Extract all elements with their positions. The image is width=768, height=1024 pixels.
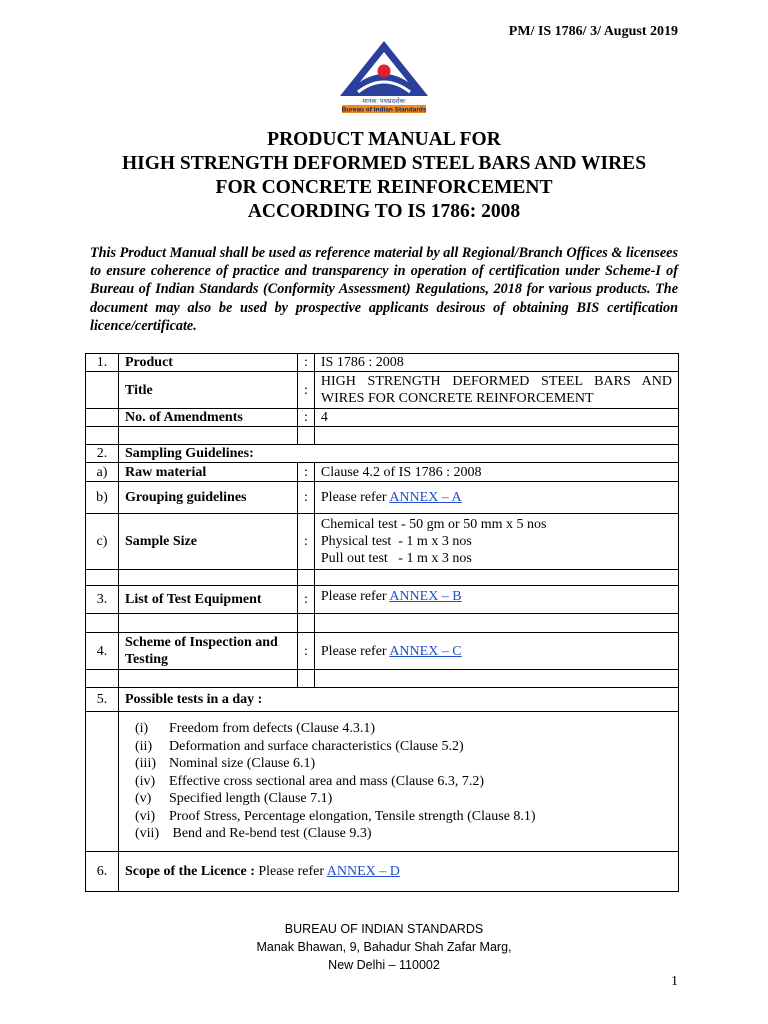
row-number: 2.: [86, 445, 119, 463]
row-number: a): [86, 463, 119, 482]
table-row: [86, 445, 679, 463]
test-text: Bend and Re-bend test (Clause 9.3): [169, 826, 372, 841]
test-text: Effective cross sectional area and mass (Clause 6.3, 7.2): [169, 773, 485, 789]
sample-line: Physical test - 1 m x 3 nos: [320, 534, 472, 549]
test-number: (v): [135, 791, 152, 806]
row-value: Please refer ANNEX – B: [314, 586, 678, 614]
test-number: (ii): [135, 738, 153, 754]
test-text: Deformation and surface characteristics (Clause 5.2): [169, 738, 464, 754]
row-number: 6.: [86, 851, 119, 891]
document-title: [0, 128, 768, 224]
tests-list: [125, 712, 672, 851]
test-text: Proof Stress, Percentage elongation, Tensile strength (Clause 8.1): [169, 808, 536, 824]
table-row: [86, 586, 679, 614]
spacer-row: [86, 614, 679, 633]
row-value: Scope of the Licence : Please refer ANNEX – D: [119, 851, 679, 891]
separator: :: [298, 586, 315, 614]
table-row: [86, 514, 679, 570]
test-text: Specified length (Clause 7.1): [169, 791, 333, 806]
row-label: Product: [119, 354, 298, 372]
separator: :: [298, 514, 315, 570]
row-value: 4: [314, 409, 678, 427]
table-row: [86, 633, 679, 670]
logo-hindi-text: मानक: पथप्रदर्शकः: [362, 98, 406, 105]
row-label: No. of Amendments: [119, 409, 298, 427]
separator: :: [298, 633, 315, 670]
product-table: [85, 353, 679, 892]
annex-c-link[interactable]: ANNEX – C: [389, 643, 462, 659]
test-item: [135, 808, 672, 826]
test-number: (vii): [135, 826, 160, 841]
test-item: [135, 790, 672, 808]
row-number: 4.: [86, 633, 119, 670]
table-row: [86, 463, 679, 482]
title-line: HIGH STRENGTH DEFORMED STEEL BARS AND WIRES: [121, 153, 647, 174]
separator: :: [298, 409, 315, 427]
row-value: Please refer ANNEX – A: [314, 482, 678, 514]
page-number: 1: [671, 974, 678, 989]
separator: :: [298, 354, 315, 372]
test-item: [135, 755, 672, 773]
separator: :: [298, 463, 315, 482]
separator: :: [298, 372, 315, 409]
test-number: (iii): [135, 756, 156, 771]
row-label: Scheme of Inspection and Testing: [119, 633, 298, 670]
section-heading: Possible tests in a day :: [119, 688, 679, 712]
spacer-row: [86, 670, 679, 688]
document-reference: PM/ IS 1786/ 3/ August 2019: [508, 24, 678, 39]
test-number: (iv): [135, 773, 156, 789]
row-label: Scope of the Licence :: [125, 863, 255, 879]
footer-street: Manak Bhawan, 9, Bahadur Shah Zafar Marg,: [256, 940, 512, 954]
row-value: [314, 514, 678, 570]
sample-line: Chemical test - 50 gm or 50 mm x 5 nos: [320, 517, 547, 532]
sample-line: Pull out test - 1 m x 3 nos: [320, 551, 472, 566]
row-number: c): [86, 514, 119, 570]
row-number: 1.: [86, 354, 119, 372]
row-label: Raw material: [119, 463, 298, 482]
test-number: (i): [135, 721, 149, 736]
separator: :: [298, 482, 315, 514]
row-number: 3.: [86, 586, 119, 614]
table-row: [86, 354, 679, 372]
row-label: Grouping guidelines: [119, 482, 298, 514]
test-text: Freedom from defects (Clause 4.3.1): [169, 721, 376, 736]
table-row: [86, 372, 679, 409]
table-row: [86, 482, 679, 514]
spacer-row: [86, 570, 679, 586]
tests-cell: [119, 712, 679, 852]
annex-b-link[interactable]: ANNEX – B: [389, 589, 462, 604]
row-label: List of Test Equipment: [119, 586, 298, 614]
test-item: [135, 773, 672, 791]
row-number: b): [86, 482, 119, 514]
bis-logo: [336, 38, 432, 114]
spacer-row: [86, 427, 679, 445]
test-item: [135, 825, 672, 843]
row-number: 5.: [86, 688, 119, 712]
intro-paragraph: This Product Manual shall be used as reference material by all Regional/Branch Offices & licensees to ensure coherence of practice and transparency in operation of certification under Scheme-I of Bureau of Indian Standards (Conformity Assessment) Regulations, 2018 for various products. The document may also be used by prospective applicants desirous of obtaining BIS certification licence/certificate.: [90, 245, 678, 334]
row-value: IS 1786 : 2008: [314, 354, 678, 372]
logo-english-text: Bureau of Indian Standards: [341, 106, 427, 114]
annex-d-link[interactable]: ANNEX – D: [326, 863, 400, 879]
row-label: Title: [119, 372, 298, 409]
row-label: Sample Size: [119, 514, 298, 570]
title-line: FOR CONCRETE REINFORCEMENT: [215, 177, 553, 198]
table-row: [86, 712, 679, 852]
row-value: HIGH STRENGTH DEFORMED STEEL BARS AND WIRES FOR CONCRETE REINFORCEMENT: [314, 372, 678, 409]
footer-address: [0, 920, 768, 974]
title-line: PRODUCT MANUAL FOR: [267, 129, 501, 150]
test-number: (vi): [135, 808, 156, 824]
title-line: ACCORDING TO IS 1786: 2008: [247, 201, 521, 222]
footer-org: BUREAU OF INDIAN STANDARDS: [284, 922, 484, 936]
logo-red-dot: [378, 65, 391, 78]
test-text: Nominal size (Clause 6.1): [169, 756, 316, 771]
table-row: [86, 688, 679, 712]
table-row: [86, 851, 679, 891]
test-item: [135, 720, 672, 738]
annex-a-link[interactable]: ANNEX – A: [389, 490, 462, 505]
row-value: Please refer ANNEX – C: [314, 633, 678, 670]
row-value: Clause 4.2 of IS 1786 : 2008: [314, 463, 678, 482]
table-row: [86, 409, 679, 427]
test-item: [135, 738, 672, 756]
section-heading: Sampling Guidelines:: [119, 445, 679, 463]
footer-city: New Delhi – 110002: [328, 958, 440, 972]
